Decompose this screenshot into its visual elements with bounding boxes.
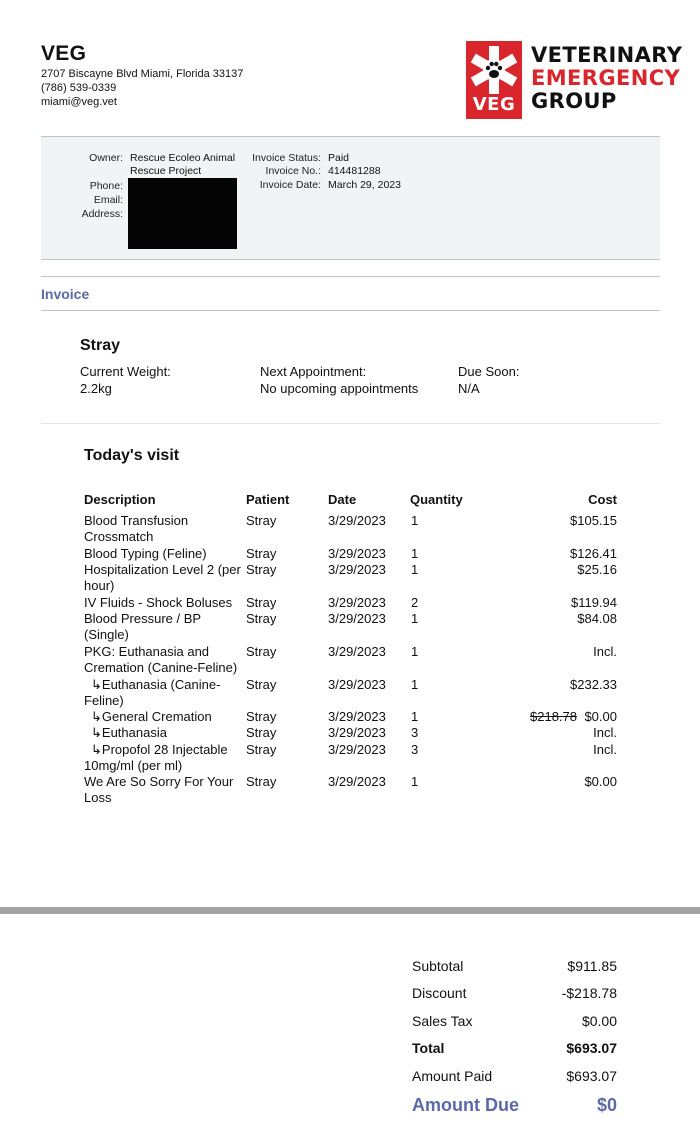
- col-patient: Patient: [246, 492, 290, 507]
- row-description: Blood Pressure / BP: [84, 611, 202, 626]
- patient-name: Stray: [80, 337, 121, 354]
- row-cost: $119.94: [570, 595, 617, 610]
- row-date: 3/29/2023: [328, 595, 386, 610]
- row-patient: Stray: [246, 513, 277, 528]
- row-description: ↳Euthanasia: [91, 725, 167, 740]
- row-description: Blood Typing (Feline): [84, 546, 207, 561]
- row-cost: Incl.: [593, 725, 617, 740]
- row-description: We Are So Sorry For Your: [84, 774, 234, 789]
- clinic-email: miami@veg.vet: [41, 96, 117, 108]
- next-appointment-label: Next Appointment:: [260, 364, 367, 379]
- paw-cross-icon: [466, 41, 522, 99]
- owner-info-box: [41, 136, 660, 260]
- invoice-date-label: Invoice Date:: [259, 179, 321, 191]
- row-description: IV Fluids - Shock Boluses: [84, 595, 233, 610]
- amount-paid-label: Amount Paid: [412, 1068, 493, 1084]
- row-cost: $25.16: [577, 562, 617, 577]
- section-divider: [0, 907, 700, 914]
- total-value: $693.07: [566, 1040, 617, 1056]
- veg-logo: [466, 41, 682, 119]
- subtotal-label: Subtotal: [412, 958, 464, 974]
- row-patient: Stray: [246, 562, 277, 577]
- row-description-cont: Cremation (Canine-Feline): [84, 660, 238, 675]
- logo-line-1: VETERINARY: [531, 43, 683, 67]
- row-date: 3/29/2023: [328, 742, 386, 757]
- clinic-phone: (786) 539-0339: [41, 82, 117, 94]
- row-description-cont: 10mg/ml (per ml): [84, 758, 183, 773]
- clinic-name: VEG: [41, 42, 87, 65]
- due-soon-label: Due Soon:: [458, 364, 520, 379]
- row-patient: Stray: [246, 595, 277, 610]
- row-patient: Stray: [246, 725, 277, 740]
- subtotal-value: $911.85: [567, 958, 617, 974]
- owner-label: Owner:: [89, 152, 123, 164]
- row-quantity: 3: [411, 725, 419, 740]
- rule-visit: [41, 423, 660, 424]
- clinic-address: 2707 Biscayne Blvd Miami, Florida 33137: [41, 68, 244, 80]
- discount-label: Discount: [412, 985, 467, 1001]
- phone-label: Phone:: [89, 180, 123, 192]
- discount-value: -$218.78: [561, 985, 617, 1001]
- row-date: 3/29/2023: [328, 774, 386, 789]
- row-quantity: 1: [411, 562, 419, 577]
- row-description: ↳Propofol 28 Injectable: [91, 742, 228, 757]
- row-description-cont: Feline): [84, 693, 124, 708]
- row-cost: $84.08: [577, 611, 617, 626]
- invoice-date-value: March 29, 2023: [328, 179, 401, 191]
- row-patient: Stray: [246, 709, 277, 724]
- row-date: 3/29/2023: [328, 725, 386, 740]
- amount-due-label: Amount Due: [412, 1095, 519, 1115]
- row-description-cont: Loss: [84, 790, 112, 805]
- row-date: 3/29/2023: [328, 644, 386, 659]
- row-quantity: 1: [411, 677, 419, 692]
- col-quantity: Quantity: [410, 492, 463, 507]
- sales-tax-label: Sales Tax: [412, 1013, 473, 1029]
- row-patient: Stray: [246, 677, 277, 692]
- row-quantity: 1: [411, 513, 419, 528]
- row-description-cont: Crossmatch: [84, 529, 154, 544]
- row-date: 3/29/2023: [328, 513, 386, 528]
- col-description: Description: [84, 492, 156, 507]
- row-description-cont: (Single): [84, 627, 129, 642]
- row-quantity: 2: [411, 595, 419, 610]
- row-cost: $126.41: [570, 546, 617, 561]
- row-patient: Stray: [246, 644, 277, 659]
- amount-due-value: $0: [596, 1095, 617, 1115]
- row-cost: $0.00: [584, 709, 617, 724]
- redacted-contact: [128, 178, 237, 249]
- row-patient: Stray: [246, 774, 277, 789]
- row-date: 3/29/2023: [328, 562, 386, 577]
- row-cost: Incl.: [593, 742, 617, 757]
- invoice-number-label: Invoice No.:: [265, 165, 321, 177]
- invoice-heading: Invoice: [41, 286, 90, 302]
- invoice-status-value: Paid: [328, 152, 350, 164]
- row-description: Hospitalization Level 2 (per: [84, 562, 241, 577]
- row-quantity: 1: [411, 709, 419, 724]
- row-cost: Incl.: [593, 644, 617, 659]
- row-quantity: 3: [411, 742, 419, 757]
- rule-mid: [41, 310, 660, 311]
- row-description-cont: hour): [84, 578, 115, 593]
- sales-tax-value: $0.00: [581, 1013, 617, 1029]
- row-patient: Stray: [246, 742, 277, 757]
- logo-badge: [466, 41, 522, 119]
- col-cost: Cost: [588, 492, 617, 507]
- visit-title: Today's visit: [84, 447, 180, 464]
- row-quantity: 1: [411, 644, 419, 659]
- row-cost: $105.15: [570, 513, 617, 528]
- due-soon-value: N/A: [458, 381, 480, 396]
- row-patient: Stray: [246, 611, 277, 626]
- amount-paid-value: $693.07: [566, 1068, 617, 1084]
- owner-value: Rescue Ecoleo Animal Rescue Project: [130, 152, 236, 177]
- weight-label: Current Weight:: [80, 364, 171, 379]
- weight-value: 2.2kg: [80, 381, 112, 396]
- invoice-number-value: 414481288: [328, 165, 381, 177]
- row-quantity: 1: [411, 774, 419, 789]
- row-cost: $232.33: [570, 677, 617, 692]
- row-date: 3/29/2023: [328, 611, 386, 626]
- col-date: Date: [328, 492, 357, 507]
- clinic-info: [41, 42, 243, 109]
- row-quantity: 1: [411, 611, 419, 626]
- row-date: 3/29/2023: [328, 677, 386, 692]
- logo-line-3: GROUP: [531, 89, 617, 113]
- logo-line-2: EMERGENCY: [531, 66, 681, 90]
- row-cost: $0.00: [584, 774, 617, 789]
- total-label: Total: [412, 1040, 445, 1056]
- row-date: 3/29/2023: [328, 546, 386, 561]
- next-appointment-value: No upcoming appointments: [260, 381, 419, 396]
- row-description: Blood Transfusion: [84, 513, 189, 528]
- invoice-status-label: Invoice Status:: [252, 152, 321, 164]
- email-label: Email:: [93, 194, 123, 206]
- row-cost-original: $218.78: [530, 709, 577, 724]
- address-label: Address:: [81, 208, 123, 220]
- logo-badge-text: VEG: [472, 94, 516, 115]
- row-description: ↳Euthanasia (Canine-: [91, 677, 221, 692]
- rule-top: [41, 276, 660, 277]
- row-description: PKG: Euthanasia and: [84, 644, 210, 659]
- row-description: ↳General Cremation: [91, 709, 212, 724]
- row-date: 3/29/2023: [328, 709, 386, 724]
- row-patient: Stray: [246, 546, 277, 561]
- logo-wordmark: [531, 44, 682, 113]
- row-quantity: 1: [411, 546, 419, 561]
